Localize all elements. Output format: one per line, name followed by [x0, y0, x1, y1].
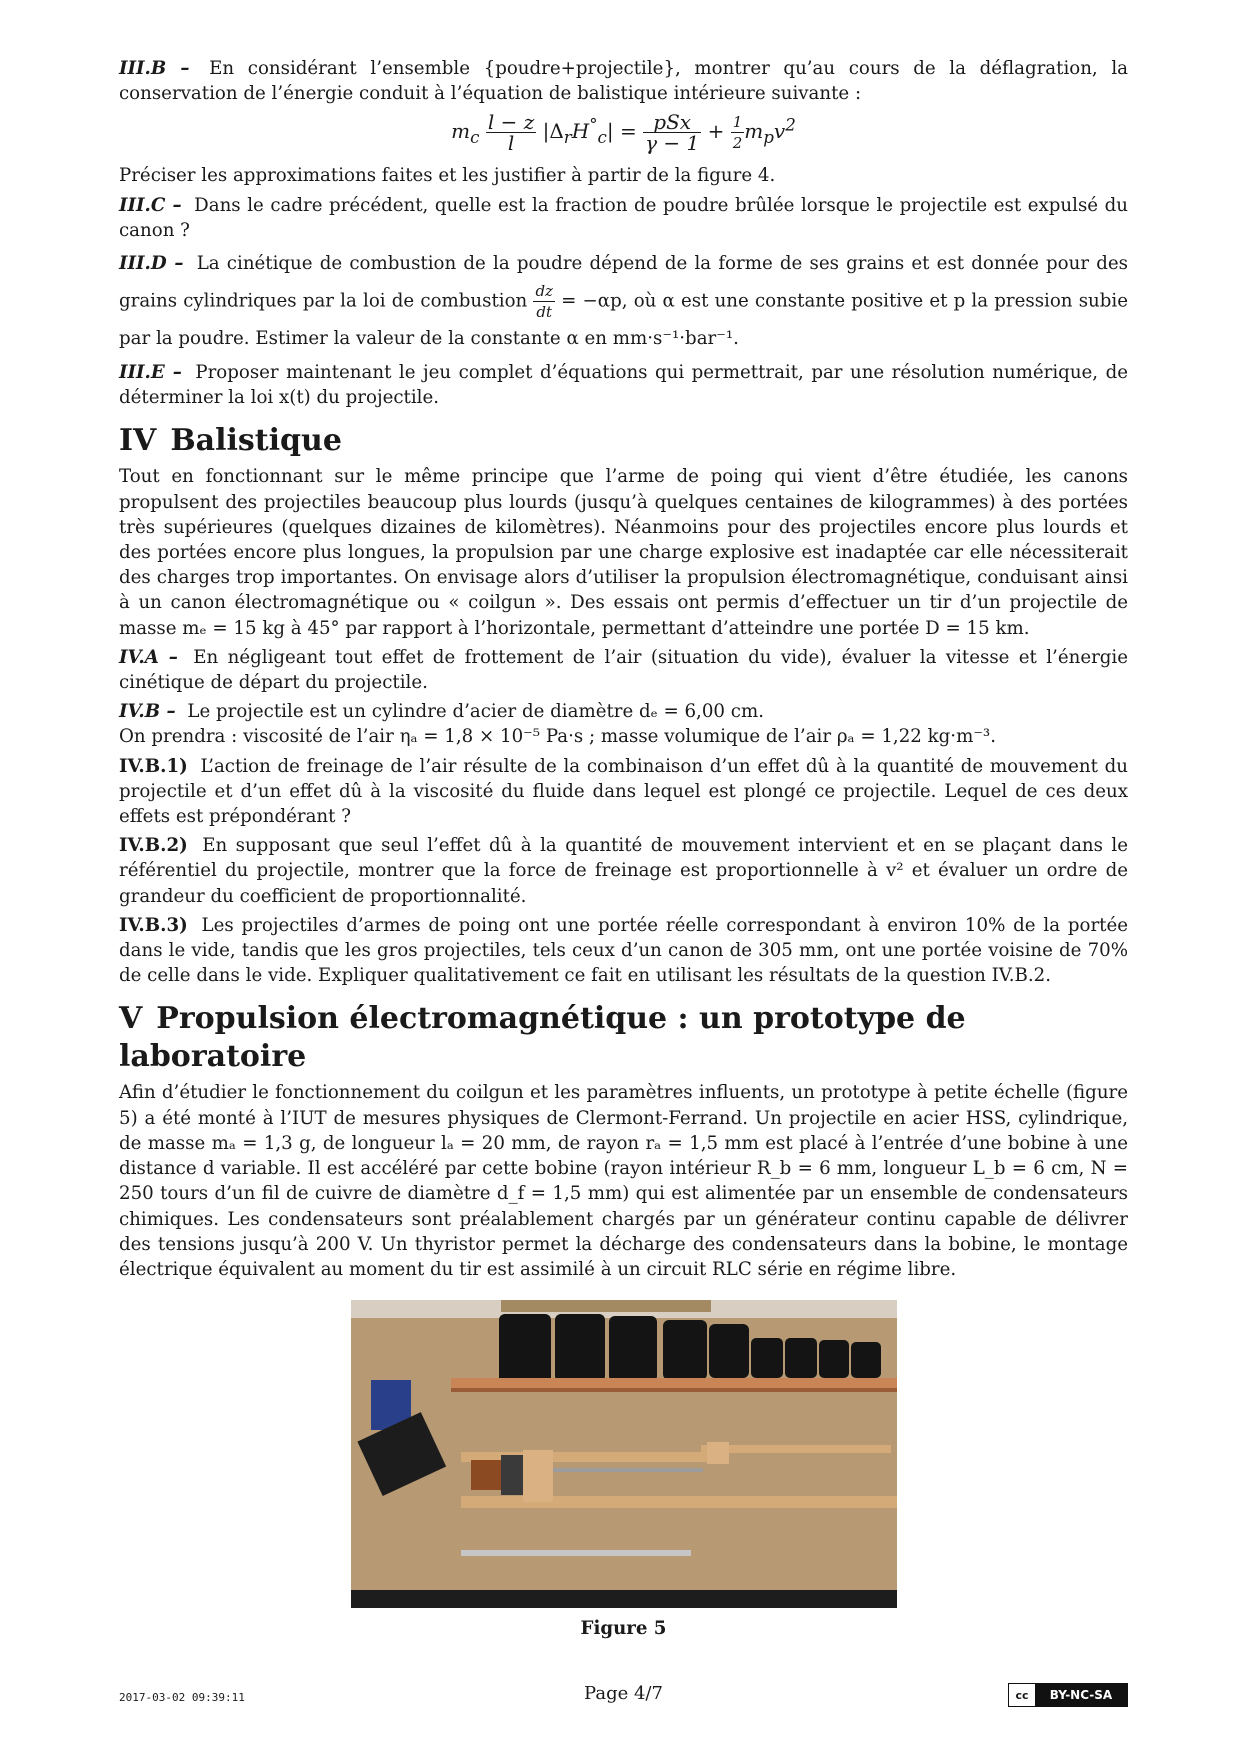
page-footer — [119, 1683, 1128, 1709]
question-label: IV.A – — [119, 646, 178, 668]
section-heading: V Propulsion électromagnétique : un prototype de laboratoire — [119, 1001, 966, 1075]
question-label: IV.B – — [119, 701, 176, 723]
question-text: La cinétique de combustion de la poudre dépend de la forme de ses grains et est donnée pour des grains cylindriques par la loi de combustion — [119, 253, 1128, 312]
question-III-D — [119, 247, 1128, 356]
fraction: $\frac{1}{2}$ — [732, 113, 743, 153]
question-label: III.C – — [119, 194, 182, 216]
question-III-E — [119, 360, 1128, 410]
question-label: III.E – — [119, 362, 182, 384]
question-text: Les projectiles d’armes de poing ont une portée réelle correspondant à environ 10% de la portée dans le vide, tandis que les gros projectiles, tels ceux d’un canon de 305 mm, ont une portée voisine de 70% de celle dans le vide. Expliquer qualitativement ce fait en utilisant les résultats de la question IV.B.2. — [119, 914, 1128, 987]
coilgun-prototype-photo — [351, 1300, 897, 1608]
question-text: En négligeant tout effet de frottement de l’air (situation du vide), évaluer la vitesse et l’énergie cinétique de départ du projectile. — [119, 646, 1128, 694]
question-label: III.B – — [119, 58, 190, 79]
fraction: $\frac{l - z}{l}$ — [487, 110, 535, 156]
question-IV-B-2 — [119, 833, 1128, 909]
paragraph: Afin d’étudier le fonctionnement du coilgun et les paramètres influents, un prototype à petite échelle (figure 5) a été monté à l’IUT de mesures physiques de Clermont-Ferrand. Un projectile en acier HSS, cylindrique, de masse mₐ = 1,3 g, de longueur lₐ = 20 mm, de rayon rₐ = 1,5 mm est placé à l’entrée d’une bobine à une distance d variable. Il est accéléré par cette bobine (rayon intérieur R_b = 6 mm, longueur L_b = 6 cm, N = 250 tours d’un fil de cuivre de diamètre d_f = 1,5 mm) qui est alimentée par un ensemble de condensateurs chimiques. Les condensateurs sont préalablement chargés par un générateur continu capable de délivrer des tensions jusqu’à 200 V. Un thyristor permet la décharge des condensateurs dans la bobine, le montage électrique équivalent au moment du tir est assimilé à un circuit RLC série en régime libre. — [119, 1082, 1128, 1280]
question-text: = −αp, où α est une constante positive et p la pression subie par la poudre. Estimer la valeur de la constante α en mm·s⁻¹·bar⁻¹. — [119, 290, 1128, 350]
interior-ballistics-equation: $m_c$ $\frac{l - z}{l}$ $|\Delta_rH^\circ_c|$ = $\frac{\text{pSx}}{\gamma - 1}$ + $\frac{1}{2}$ $m_pv^2$ — [451, 110, 796, 156]
paragraph: On prendra : viscosité de l’air ηₐ = 1,8 × 10⁻⁵ Pa·s ; masse volumique de l’air ρₐ = 1,22 kg·m⁻³. — [119, 726, 996, 748]
question-text: Le projectile est un cylindre d’acier de diamètre dₑ = 6,00 cm. — [187, 701, 764, 723]
question-text: Dans le cadre précédent, quelle est la fraction de poudre brûlée lorsque le projectile est expulsé du canon ? — [119, 194, 1128, 241]
question-text: L’action de freinage de l’air résulte de la combinaison d’un effet dû à la quantité de mouvement du projectile et d’un effet dû à la viscosité du fluide dans lequel est plongé ce projectile. Lequel de ces deux effets est prépondérant ? — [119, 755, 1128, 828]
creative-commons-icon: cc — [1009, 1684, 1035, 1706]
page-content — [119, 56, 1128, 1639]
fraction: $\frac{\text{pSx}}{\gamma - 1}$ — [645, 110, 700, 156]
question-label: III.D – — [119, 253, 184, 275]
question-III-C — [119, 193, 1128, 243]
question-III-B — [119, 56, 1128, 106]
question-text: En supposant que seul l’effet dû à la quantité de mouvement intervient et en se plaçant dans le référentiel du projectile, montrer que la force de freinage est proportionnelle à v² et évaluer un ordre de grandeur du coefficient de proportionnalité. — [119, 835, 1128, 907]
question-IV-B — [119, 699, 1128, 724]
section-heading: IV Balistique — [119, 423, 342, 459]
question-IV-B-3 — [119, 913, 1128, 989]
question-IV-B-1 — [119, 754, 1128, 830]
figure-caption: Figure 5 — [580, 1618, 667, 1640]
timestamp: 2017-03-02 09:39:11 — [119, 1691, 245, 1704]
question-text: Proposer maintenant le jeu complet d’équations qui permettrait, par une résolution numérique, de déterminer la loi x(t) du projectile. — [119, 362, 1128, 409]
page-number: Page 4/7 — [584, 1683, 663, 1704]
question-label: IV.B.3) — [119, 914, 188, 936]
paragraph: Préciser les approximations faites et les justifier à partir de la figure 4. — [119, 165, 776, 187]
question-text: En considérant l’ensemble {poudre+projectile}, montrer qu’au cours de la déflagration, la conservation de l’énergie conduit à l’équation de balistique intérieure suivante : — [119, 58, 1129, 105]
question-label: IV.B.1) — [119, 755, 188, 777]
fraction: $\frac{dz}{dt}$ — [535, 282, 553, 322]
license-label: BY-NC-SA — [1035, 1684, 1127, 1706]
question-label: IV.B.2) — [119, 835, 188, 857]
figure-5-photo — [351, 1300, 897, 1608]
question-IV-A — [119, 645, 1128, 695]
license-badge — [1008, 1683, 1128, 1707]
paragraph: Tout en fonctionnant sur le même principe que l’arme de poing qui vient d’être étudiée, les canons propulsent des projectiles beaucoup plus lourds (jusqu’à quelques centaines de kilogrammes) à des portées très supérieures (quelques dizaines de kilomètres). Néanmoins pour des projectiles encore plus lourds et des portées encore plus longues, la propulsion par une charge explosive est inadaptée car elle nécessiterait des charges trop importantes. On envisage alors d’utiliser la propulsion électromagnétique, conduisant ainsi à un canon électromagnétique ou « coilgun ». Des essais ont permis d’effectuer un tir d’un projectile de masse mₑ = 15 kg à 45° par rapport à l’horizontale, permettant d’atteindre une portée D = 15 km. — [119, 466, 1128, 639]
